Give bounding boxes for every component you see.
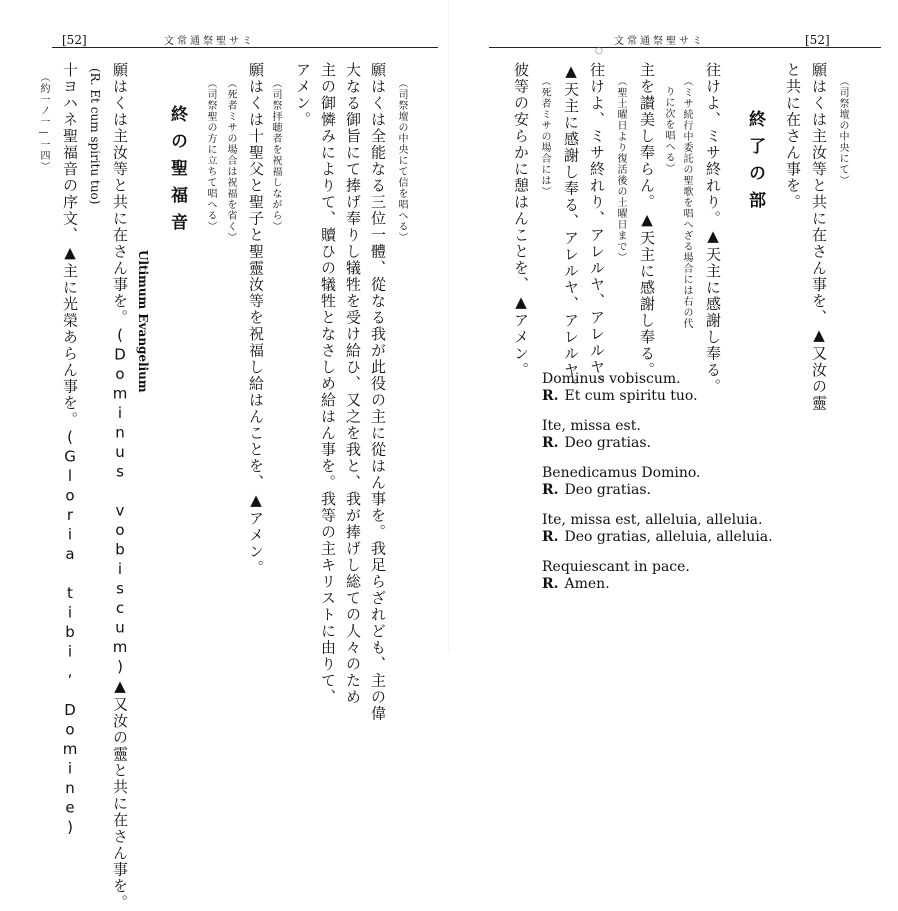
- latin-heading: Ultimum Evangelium: [136, 250, 150, 393]
- print-mark: ○: [595, 46, 603, 56]
- text-column: 主の御憐みによりて、贖ひの犠牲となさしめ給はん事を。我等の主キリストに由りて、: [319, 62, 337, 706]
- latin-line: R. Et cum spiritu tuo.: [542, 388, 698, 404]
- text-column: 願はくは全能なる三位一體、從なる我が此役の主に從はん事を。我足らざれども、主の偉: [369, 62, 387, 722]
- latin-line: Benedicamus Domino.: [542, 465, 701, 481]
- rubric: （司祭壇の中央にて）: [837, 76, 848, 186]
- running-title: 文常通祭聖サミ: [164, 36, 255, 47]
- text-column: 往けよ、ミサ終れり。▲天主に感謝し奉る。: [704, 62, 722, 395]
- latin-line: R. Deo gratias.: [542, 482, 651, 498]
- page-number: [52]: [62, 33, 87, 47]
- rubric: （死者ミサの場合は祝福を省く）: [225, 78, 236, 243]
- section-heading: 終了の部: [745, 110, 765, 218]
- text-column: 主を讃美し奉らん。▲天主に感謝し奉る。: [638, 62, 656, 379]
- reference: （約一ノ一—一四）: [38, 72, 49, 172]
- latin-line: R. Deo gratias.: [542, 435, 651, 451]
- rubric: （ミサ続行中委託の聖歌を唱へざる場合には右の代: [681, 76, 692, 329]
- latin-line: R. Deo gratias, alleluia, alleluia.: [542, 529, 773, 545]
- rubric: りに次を唱へる）: [663, 86, 674, 174]
- rubric: （死者ミサの場合には）: [539, 76, 550, 197]
- text-column: と共に在さん事を。: [784, 62, 802, 211]
- text-column: 大なる御旨にて捧げ奉りし犠牲を受け給ひ、又之を我と、我が捧げし総ての人々のため: [344, 62, 362, 706]
- latin-line: Ite, missa est, alleluia, alleluia.: [542, 512, 763, 528]
- latin-line: Requiescant in pace.: [542, 559, 690, 575]
- text-column: 願はくは主汝等と共に在さん事を、▲又汝の靈: [810, 62, 828, 412]
- header-rule: [489, 47, 881, 48]
- text-column: 願はくは主汝等と共に在さん事を。(Dominus vobiscum)▲又汝の靈と共に在さん事を。: [111, 62, 129, 911]
- running-title: 文常通祭聖サミ: [614, 36, 705, 47]
- text-column: 十ヨハネ聖福音の序文、▲主に光榮あらん事を。(Gloria tibi, Domine): [61, 62, 79, 838]
- page-number: [52]: [805, 33, 830, 47]
- latin-versicles: [542, 371, 882, 593]
- text-column: 往けよ、ミサ終れり、アレルヤ、アレルヤ。: [588, 62, 606, 392]
- latin-line: R. Amen.: [542, 576, 610, 592]
- section-heading: 終の聖福音: [167, 105, 187, 240]
- latin-line: Ite, missa est.: [542, 418, 641, 434]
- rubric: （司祭壇の中央にて信を唱へる）: [396, 78, 407, 243]
- text-column: 願はくは十聖父と聖子と聖靈汝等を祝福し給はんことを、▲アメン。: [247, 62, 265, 577]
- rubric: （司祭聖の方に立ちて唱へる）: [205, 78, 216, 232]
- latin-line: Dominus vobiscum.: [542, 371, 681, 387]
- text-column: 彼等の安らかに憩はんことを、▲アメン。: [512, 62, 530, 379]
- text-column: アメン。: [294, 62, 312, 128]
- text-column: ▲天主に感謝し奉る、アレルヤ、アレルヤ。: [562, 62, 580, 395]
- header-rule: [52, 47, 438, 48]
- rubric: （司祭拝聴者を祝福しながら）: [270, 78, 281, 232]
- latin-response: (R. Et cum spiritu tuo): [88, 68, 102, 205]
- rubric: （聖土曜日より復活後の土曜日まで）: [615, 76, 626, 263]
